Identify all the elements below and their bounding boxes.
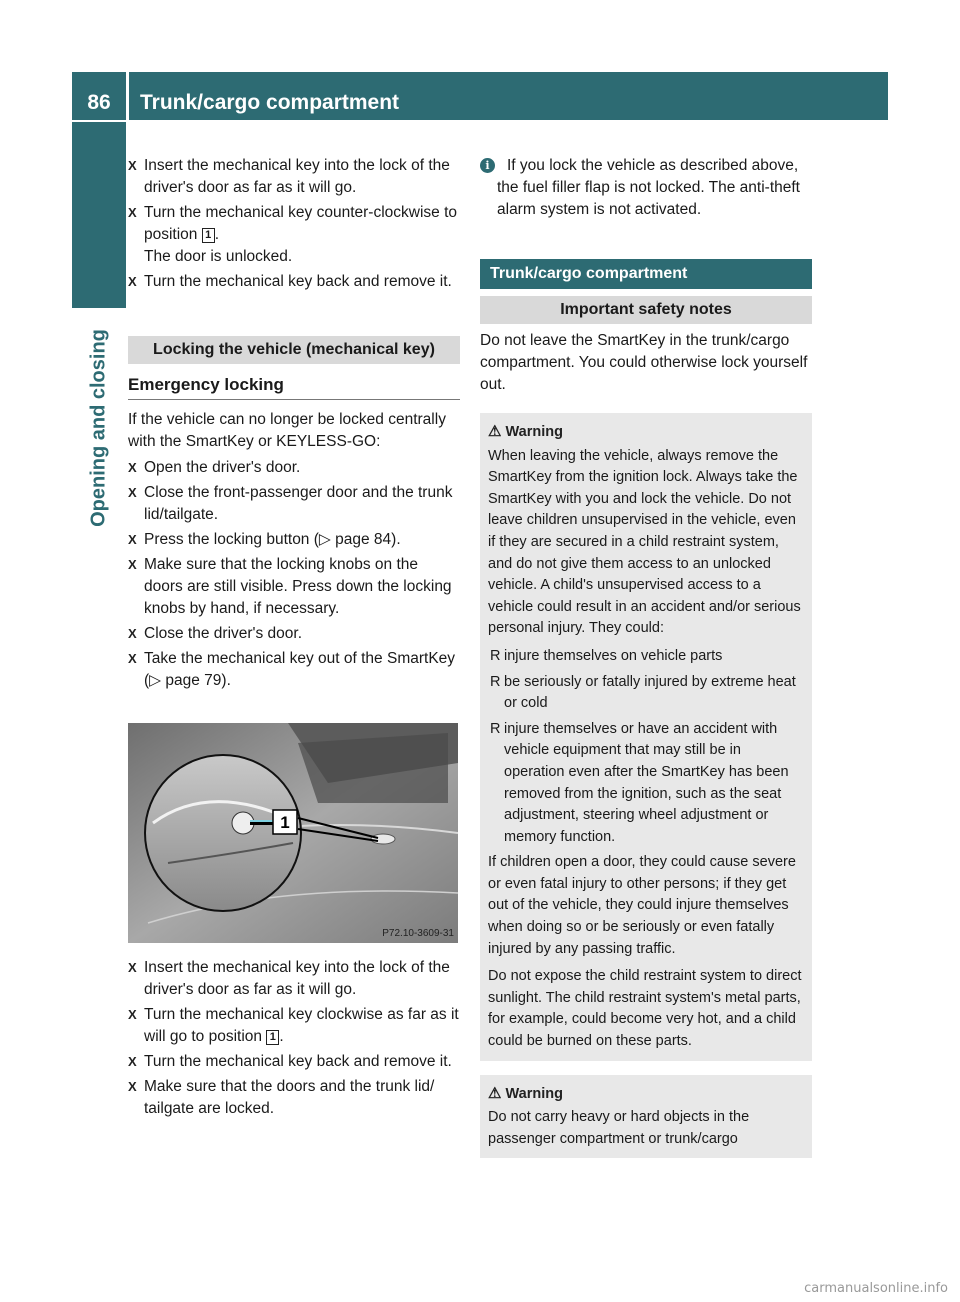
- section-title: Trunk/cargo compartment: [480, 259, 812, 289]
- step-marker-icon: X: [128, 651, 137, 666]
- door-lock-figure: [128, 723, 458, 943]
- step: X Turn the mechanical key counter-clockwise to position 1 . The door is unlocked.: [128, 204, 458, 265]
- warning-box: [480, 413, 812, 1061]
- left-column: [128, 155, 460, 695]
- step: X Open the driver's door.: [128, 457, 460, 479]
- step-marker-icon: X: [128, 1054, 137, 1069]
- section-title: Locking the vehicle (mechanical key): [128, 336, 460, 364]
- step-marker-icon: X: [128, 960, 137, 975]
- step: X Turn the mechanical key back and remove it.: [128, 271, 460, 293]
- right-column: [480, 155, 812, 1158]
- warning-triangle-icon: ⚠: [488, 1084, 502, 1102]
- step: X Close the driver's door.: [128, 623, 460, 645]
- step: X Close the front-passenger door and the trunk lid/tailgate.: [128, 484, 453, 523]
- step: X Make sure that the locking knobs on the doors are still visible. Press down the locking knobs by hand, if necessary.: [128, 556, 452, 617]
- door-lock-illustration: [128, 723, 458, 943]
- side-chapter-label: Opening and closing: [87, 329, 110, 527]
- step: X Insert the mechanical key into the lock of the driver's door as far as it will go.: [128, 157, 450, 196]
- step: X Turn the mechanical key clockwise as far as it will go to position 1 .: [128, 1006, 459, 1045]
- step: X Make sure that the doors and the trunk lid/ tailgate are locked.: [128, 1078, 435, 1117]
- safety-text: Do not leave the SmartKey in the trunk/cargo compartment. You could otherwise lock yourself out.: [480, 332, 808, 393]
- info-note: i If you lock the vehicle as described above, the fuel filler flap is not locked. The anti-theft alarm system is not activated.: [480, 155, 812, 221]
- page-title: Trunk/cargo compartment: [140, 91, 400, 114]
- position-key-icon: 1: [202, 228, 215, 243]
- warning-triangle-icon: ⚠: [488, 423, 502, 440]
- step: X Press the locking button (▷ page 84).: [128, 529, 460, 551]
- step-marker-icon: X: [128, 485, 137, 500]
- left-column-lower: [128, 957, 460, 1123]
- intro-text: If the vehicle can no longer be locked centrally with the SmartKey or KEYLESS-GO:: [128, 411, 446, 450]
- watermark-footer: carmanualsonline.info: [804, 1281, 948, 1296]
- warning-paragraph: Do not expose the child restraint system to direct sunlight. The child restraint system's metal parts, for example, could become very hot, and a child could be burned on these parts.: [488, 968, 802, 1050]
- step-marker-icon: X: [128, 158, 137, 173]
- warning-box: [480, 1075, 812, 1159]
- step-marker-icon: X: [128, 557, 137, 572]
- header-divider: [126, 72, 129, 120]
- figure-callout: 1: [280, 813, 290, 832]
- warning-bullet: R injure themselves or have an accident with vehicle equipment that may still be in operation even after the SmartKey has been removed from the ignition, such as the seat adjustment, steering wheel adjustment or memory function.: [490, 720, 789, 845]
- step-marker-icon: X: [128, 1079, 137, 1094]
- step-marker-icon: X: [128, 532, 137, 547]
- side-tab: [72, 122, 126, 308]
- subheading: Emergency locking: [128, 374, 460, 400]
- step-marker-icon: X: [128, 1007, 137, 1022]
- step-marker-icon: X: [128, 460, 137, 475]
- step: X Insert the mechanical key into the lock of the driver's door as far as it will go.: [128, 959, 450, 998]
- page-number: 86: [87, 91, 111, 114]
- warning-bullet: R be seriously or fatally injured by extreme heat or cold: [490, 673, 796, 712]
- step-marker-icon: X: [128, 205, 137, 220]
- warning-paragraph: If children open a door, they could cause severe or even fatal injury to other persons; if they get out of the vehicle, they could injure themselves when doing so or be seriously or even fatally injured by any passing traffic.: [488, 854, 796, 957]
- info-icon: i: [480, 158, 495, 173]
- step-marker-icon: X: [128, 274, 137, 289]
- warning-heading: ⚠ Warning: [488, 423, 563, 440]
- warning-heading: ⚠ Warning: [488, 1084, 563, 1102]
- step-marker-icon: X: [128, 626, 137, 641]
- warning-paragraph: When leaving the vehicle, always remove the SmartKey from the ignition lock. Always take the SmartKey with you and lock the vehicle. Do not leave children unsupervised in the vehicle, even if they are secured in a child restraint system, and do not give them access to an unlocked vehicle. A child's unsupervised access to a vehicle could result in an accident and/or serious personal injury. They could:: [488, 447, 801, 637]
- warning-bullet: R injure themselves on vehicle parts: [490, 647, 723, 664]
- position-key-icon: 1: [266, 1030, 279, 1045]
- figure-caption: P72.10-3609-31: [382, 928, 454, 939]
- subsection-title: Important safety notes: [480, 296, 812, 324]
- step: X Turn the mechanical key back and remove it.: [128, 1051, 460, 1073]
- warning-paragraph: Do not carry heavy or hard objects in the passenger compartment or trunk/cargo: [488, 1109, 750, 1147]
- step: X Take the mechanical key out of the SmartKey (▷ page 79).: [128, 650, 456, 689]
